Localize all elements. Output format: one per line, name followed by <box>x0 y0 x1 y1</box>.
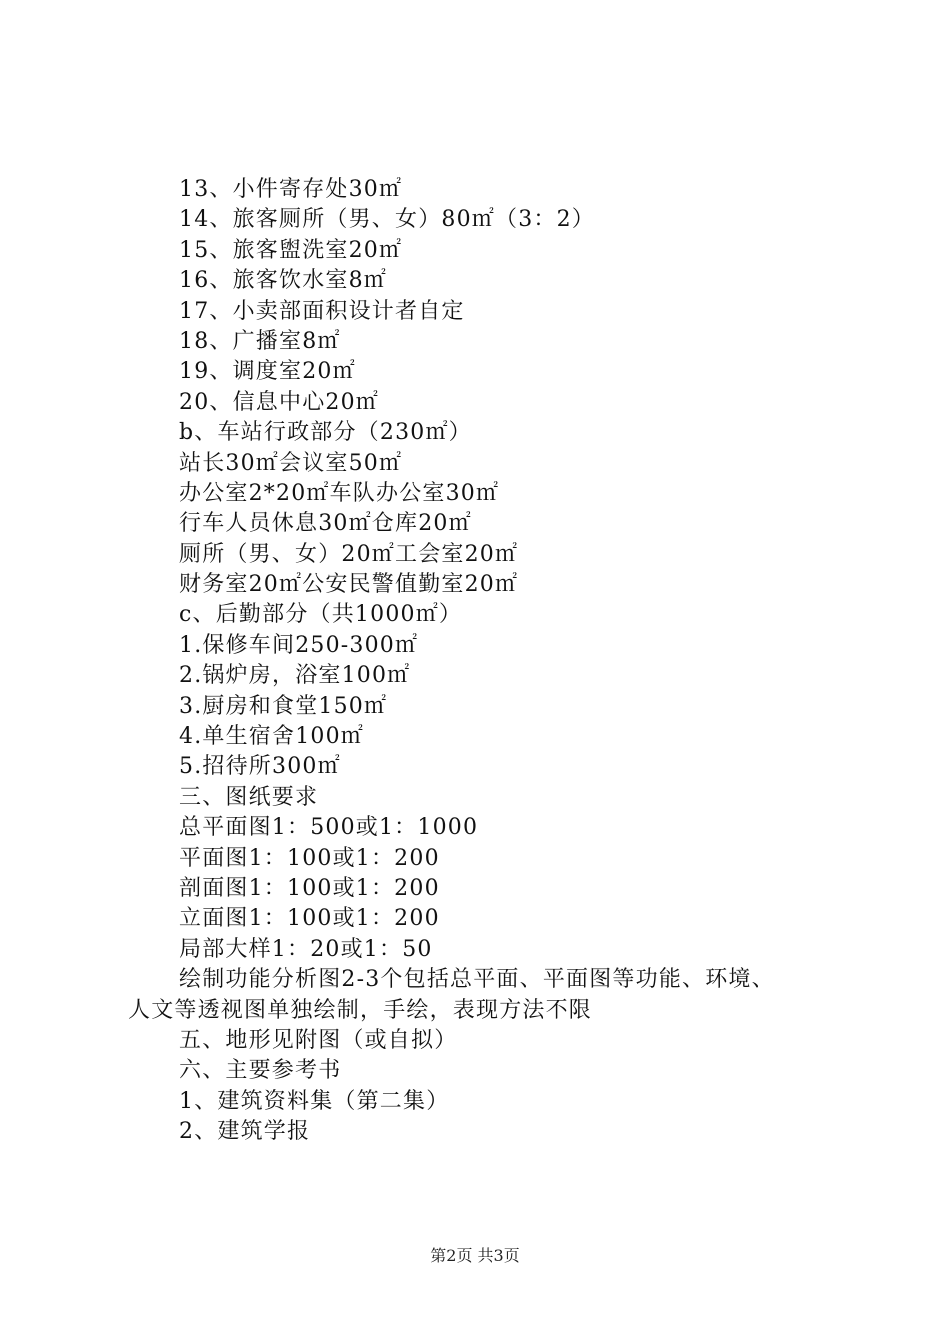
text-line: 13、小件寄存处30㎡ <box>179 177 403 202</box>
text-line: 剖面图1：100或1：200 <box>179 875 440 901</box>
document-body <box>128 175 868 1148</box>
text-line: 绘制功能分析图2-3个包括总平面、平面图等功能、环境、 <box>179 967 775 993</box>
text-line: 5.招待所300㎡ <box>179 754 341 780</box>
section-heading: b、车站行政部分（230㎡） <box>179 420 472 446</box>
section-heading: 五、地形见附图（或自拟） <box>179 1027 458 1053</box>
text-line: 财务室20㎡公安民警值勤室20㎡ <box>179 572 519 598</box>
text-line: 厕所（男、女）20㎡工会室20㎡ <box>179 541 519 567</box>
text-line: 17、小卖部面积设计者自定 <box>179 298 465 324</box>
page-number-footer: 第2页 共3页 <box>430 1246 520 1265</box>
text-line: 2.锅炉房，浴室100㎡ <box>179 663 411 689</box>
text-line: 平面图1：100或1：200 <box>179 845 440 871</box>
section-heading: 六、主要参考书 <box>179 1058 342 1084</box>
text-line: 15、旅客盥洗室20㎡ <box>179 237 403 263</box>
text-line: 4.单生宿舍100㎡ <box>179 724 364 750</box>
text-line: 2、建筑学报 <box>179 1119 311 1145</box>
text-line: 局部大样1：20或1：50 <box>179 936 433 962</box>
text-line: 总平面图1：500或1：1000 <box>179 815 479 841</box>
section-heading: c、后勤部分（共1000㎡） <box>179 602 463 628</box>
text-line: 立面图1：100或1：200 <box>179 906 440 932</box>
text-line: 站长30㎡会议室50㎡ <box>179 450 403 476</box>
text-line-continuation: 人文等透视图单独绘制，手绘，表现方法不限 <box>128 997 593 1023</box>
text-line: 14、旅客厕所（男、女）80㎡（3：2） <box>179 207 595 233</box>
text-line: 1、建筑资料集（第二集） <box>179 1088 450 1114</box>
text-line: 办公室2*20㎡车队办公室30㎡ <box>179 480 500 506</box>
text-line: 20、信息中心20㎡ <box>179 389 379 415</box>
text-line: 行车人员休息30㎡仓库20㎡ <box>179 511 472 537</box>
text-line: 19、调度室20㎡ <box>179 359 356 385</box>
text-line: 3.厨房和食堂150㎡ <box>179 693 388 719</box>
text-line: 1.保修车间250-300㎡ <box>179 632 419 658</box>
text-line: 18、广播室8㎡ <box>179 328 341 354</box>
text-line: 16、旅客饮水室8㎡ <box>179 268 387 294</box>
section-heading: 三、图纸要求 <box>179 784 319 810</box>
